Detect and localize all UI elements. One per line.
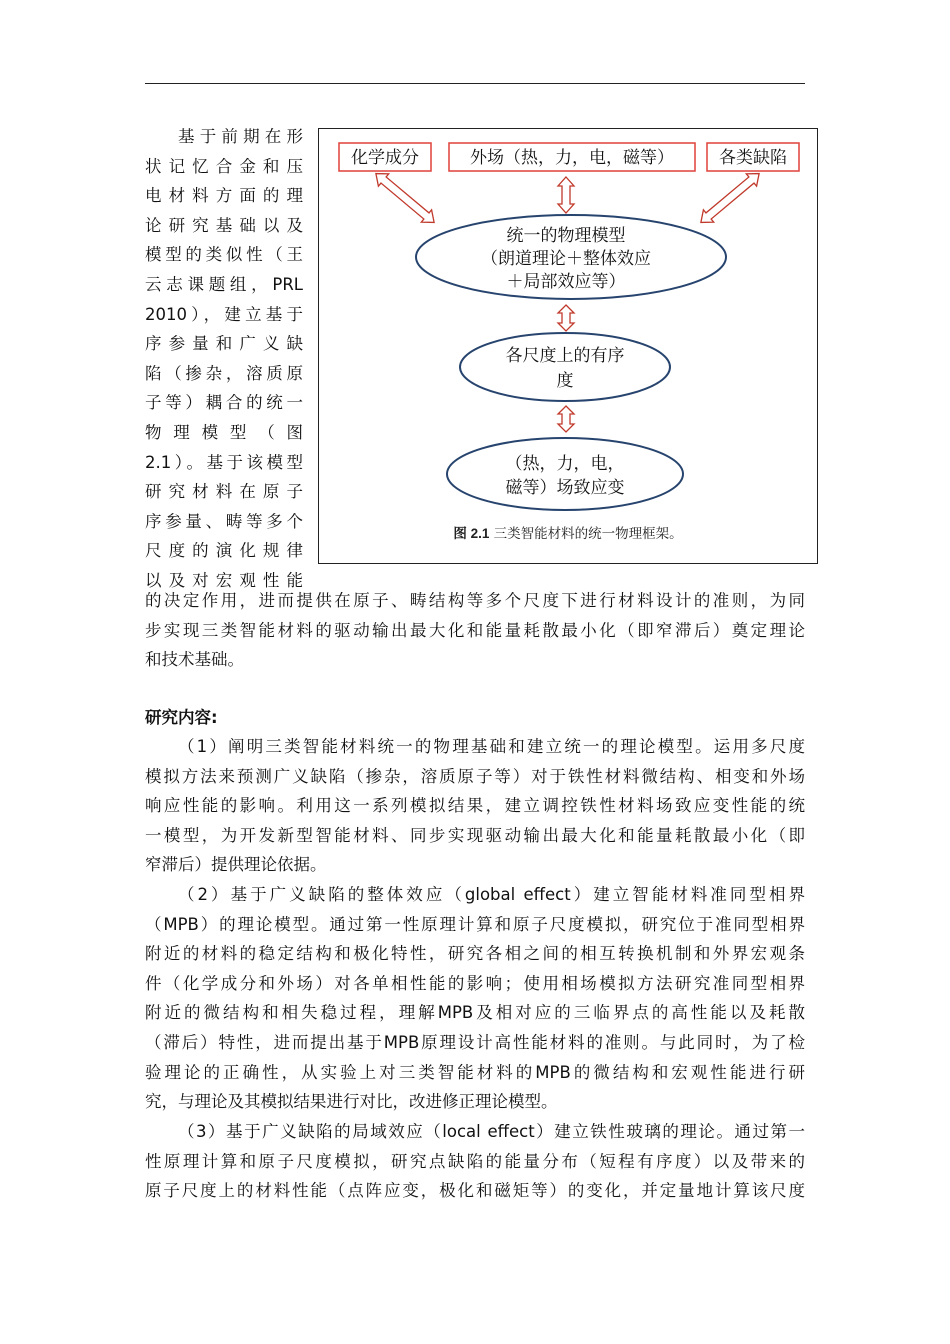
paragraph-1 — [145, 732, 805, 880]
text-line: 子等）耦合的统一 — [145, 393, 303, 413]
strain-line-2: 磁等）场致应变 — [505, 478, 625, 498]
text-line: 模拟方法来预测广义缺陷（掺杂，溶质原子等）对于铁性材料微结构、相变和外场 — [145, 766, 805, 786]
text-line: 以及对宏观性能 — [145, 570, 303, 590]
header-rule — [145, 83, 805, 84]
framework-diagram — [319, 129, 816, 529]
text-line: （1）阐明三类智能材料统一的物理基础和建立统一的理论模型。运用多尺度 — [178, 737, 805, 756]
double-arrow-icon — [696, 167, 765, 228]
text-line: 云志课题组，PRL — [145, 274, 303, 294]
strain-line-1: （热，力，电， — [505, 454, 625, 474]
text-line: 电材料方面的理 — [145, 186, 303, 206]
text-line: 2.1）。基于该模型 — [145, 452, 303, 472]
text-line: 附近的微结构和相失稳过程，理解MPB及相对应的三临界点的高性能以及耗散 — [145, 1003, 805, 1023]
strain-ellipse — [447, 438, 683, 510]
paragraph-3 — [145, 1117, 805, 1206]
text-line: （2）基于广义缺陷的整体效应（global effect）建立智能材料准同型相界 — [178, 885, 805, 904]
intro-wrapped-text — [145, 122, 303, 596]
text-line: 序参量、畴等多个 — [145, 511, 303, 531]
text-line: 窄滞后）提供理论依据。 — [145, 855, 327, 875]
double-arrow-icon — [558, 406, 574, 432]
text-line: 件（化学成分和外场）对各单相性能的影响；使用相场模拟方法研究准同型相界 — [145, 973, 805, 993]
text-line: （滞后）特性，进而提出基于MPB原理设计高性能材料的准则。与此同时，为了检 — [145, 1032, 805, 1052]
text-line: 基于前期在形 — [178, 127, 303, 146]
text-line: 研究材料在原子 — [145, 482, 303, 502]
figure-caption — [319, 522, 817, 542]
model-line-3: ＋局部效应等） — [506, 272, 626, 292]
chem-box-label: 化学成分 — [351, 148, 419, 168]
model-line-2: （朗道理论＋整体效应 — [481, 249, 651, 269]
field-box-label: 外场（热，力，电，磁等） — [470, 148, 674, 168]
text-line: 一模型，为开发新型智能材料、同步实现驱动输出最大化和能量耗散最小化（即 — [145, 825, 805, 845]
caption-label: 图 2.1 — [453, 526, 490, 541]
text-line: 响应性能的影响。利用这一系列模拟结果，建立调控铁性材料场致应变性能的统 — [145, 796, 805, 816]
text-line: 模型的类似性（王 — [145, 245, 303, 265]
section-heading: 研究内容: — [145, 708, 218, 727]
text-line: 究，与理论及其模拟结果进行对比，改进修正理论模型。 — [145, 1092, 558, 1112]
double-arrow-icon — [558, 305, 574, 331]
text-line: 步实现三类智能材料的驱动输出最大化和能量耗散最小化（即窄滞后）奠定理论 — [145, 620, 805, 640]
figure-2-1 — [318, 128, 818, 564]
text-line: 论研究基础以及 — [145, 215, 303, 235]
text-line: 尺度的演化规律 — [145, 541, 303, 561]
paragraph-2 — [145, 880, 805, 1117]
order-line-1: 各尺度上的有序 — [505, 346, 625, 366]
text-line: 陷（掺杂，溶质原 — [145, 363, 303, 383]
text-line: 物理模型（图 — [145, 422, 303, 442]
text-line: 附近的材料的稳定结构和极化特性，研究各相之间的相互转换机制和外界宏观条 — [145, 944, 805, 964]
double-arrow-icon — [558, 177, 574, 213]
text-line: 2010），建立基于 — [145, 304, 303, 324]
text-line: 序参量和广义缺 — [145, 334, 303, 354]
text-line: （3）基于广义缺陷的局域效应（local effect）建立铁性玻璃的理论。通过第一 — [178, 1122, 805, 1141]
defect-box-label: 各类缺陷 — [719, 148, 787, 168]
intro-continuation — [145, 586, 805, 675]
caption-text: 三类智能材料的统一物理框架。 — [493, 526, 683, 542]
text-line: 性原理计算和原子尺度模拟，研究点缺陷的能量分布（短程有序度）以及带来的 — [145, 1151, 805, 1171]
double-arrow-icon — [371, 167, 440, 228]
text-line: 验理论的正确性，从实验上对三类智能材料的MPB的微结构和宏观性能进行研 — [145, 1062, 805, 1082]
text-line: 状记忆合金和压 — [145, 156, 303, 176]
text-line: 的决定作用，进而提供在原子、畴结构等多个尺度下进行材料设计的准则，为同 — [145, 591, 805, 610]
text-line: 原子尺度上的材料性能（点阵应变，极化和磁矩等）的变化，并定量地计算该尺度 — [145, 1181, 805, 1201]
text-line: 和技术基础。 — [145, 650, 244, 670]
model-line-1: 统一的物理模型 — [506, 226, 626, 246]
order-line-2: 度 — [556, 371, 574, 391]
text-line: （MPB）的理论模型。通过第一性原理计算和原子尺度模拟，研究位于准同型相界 — [145, 914, 805, 934]
